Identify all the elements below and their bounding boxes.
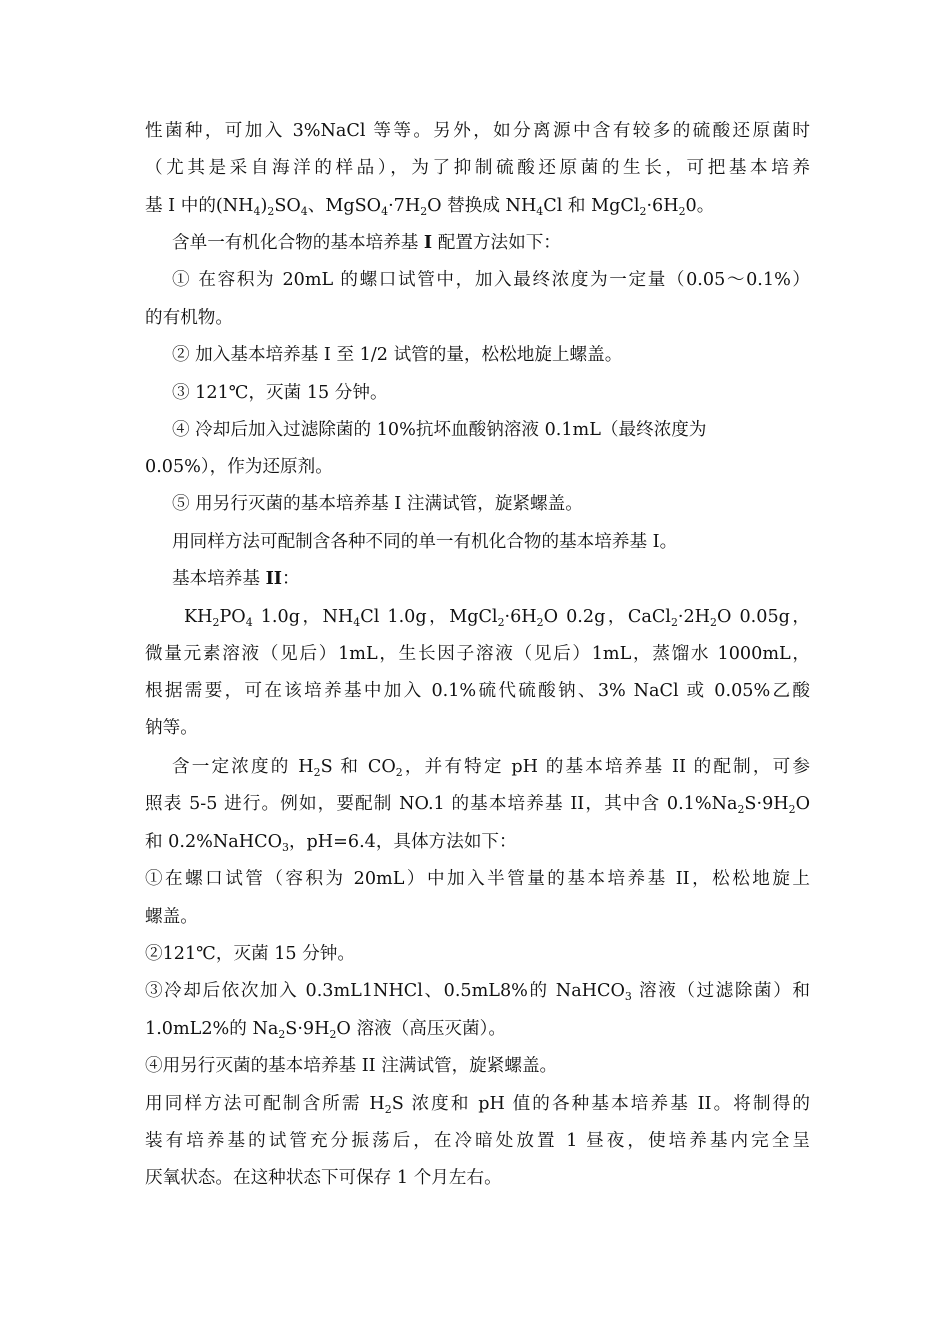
text-line: $KH_2PO_4$ 1.0g，$NH_4Cl$ 1.0g，$MgCl_2\cdot 6H_2O$ 0.2g，$CaCl_2\cdot 2H_2O$ 0.05g， — [184, 607, 810, 629]
text-line: ⑤ 用另行灭菌的基本培养基 I 注满试管，旋紧螺盖。 — [172, 494, 583, 514]
text-line: 的有机物。 — [145, 308, 233, 328]
text-line: ② 加入基本培养基 I 至 1/2 试管的量，松松地旋上螺盖。 — [172, 345, 623, 365]
text-line: 和 0.2%NaHCO$_3$，pH=6.4，具体方法如下： — [145, 832, 517, 854]
text-line: 螺盖。 — [145, 907, 198, 927]
text-line: 照表 5-5 进行。例如，要配制 NO.1 的基本培养基 II，其中含 $0.1\%Na_2S\cdot 9H_2O$ — [145, 794, 810, 816]
text-line: ④用另行灭菌的基本培养基 II 注满试管，旋紧螺盖。 — [145, 1056, 558, 1076]
text-line: 性菌种，可加入 3%NaCl 等等。另外，如分离源中含有较多的硫酸还原菌时 — [145, 121, 810, 141]
text-line: 钠等。 — [145, 718, 198, 738]
text-line: 厌氧状态。在这种状态下可保存 1 个月左右。 — [145, 1168, 502, 1188]
text-line: ④ 冷却后加入过滤除菌的 10%抗坏血酸钠溶液 0.1mL（最终浓度为 — [172, 420, 707, 440]
text-line: （尤其是采自海洋的样品），为了抑制硫酸还原菌的生长，可把基本培养 — [145, 158, 810, 178]
text-line: 基 I 中的$(NH_4)_2SO_4$、$MgSO_4\cdot 7H_2O$ 替换成 $NH_4Cl$ 和 $MgCl_2\cdot 6H_20$。 — [145, 196, 715, 218]
text-line: 0.05%），作为还原剂。 — [145, 457, 333, 477]
text-line: 基本培养基 II： — [172, 568, 300, 589]
text-line: ①在螺口试管（容积为 20mL）中加入半管量的基本培养基 II，松松地旋上 — [145, 869, 810, 889]
text-line: ③冷却后依次加入 0.3mL1NHCl、0.5mL8%的 NaHCO$_3$ 溶液（过滤除菌）和 — [145, 981, 810, 1003]
text-line: 根据需要，可在该培养基中加入 0.1%硫代硫酸钠、3% NaCl 或 0.05%乙酸 — [145, 681, 810, 701]
text-line: ②121℃，灭菌 15 分钟。 — [145, 944, 355, 964]
text-line: 含单一有机化合物的基本培养基 I 配置方法如下： — [172, 232, 561, 253]
text-line: 微量元素溶液（见后）1mL，生长因子溶液（见后）1mL，蒸馏水 1000mL， — [145, 644, 810, 664]
text-line: 含一定浓度的 $H_2S$ 和 $CO_2$，并有特定 pH 的基本培养基 II 的配制，可参 — [172, 757, 811, 779]
text-line: 1.0mL2%的 $Na_2S\cdot 9H_2O$ 溶液（高压灭菌）。 — [145, 1019, 506, 1041]
text-line: 用同样方法可配制含所需 $H_2S$ 浓度和 pH 值的各种基本培养基 II。将制得的 — [145, 1094, 810, 1116]
text-line: 装有培养基的试管充分振荡后，在冷暗处放置 1 昼夜，使培养基内完全呈 — [145, 1131, 810, 1151]
text-line: 用同样方法可配制含各种不同的单一有机化合物的基本培养基 I。 — [172, 532, 678, 552]
text-line: ③ 121℃，灭菌 15 分钟。 — [172, 383, 388, 403]
text-line: ① 在容积为 20mL 的螺口试管中，加入最终浓度为一定量（0.05～0.1%） — [172, 270, 810, 290]
